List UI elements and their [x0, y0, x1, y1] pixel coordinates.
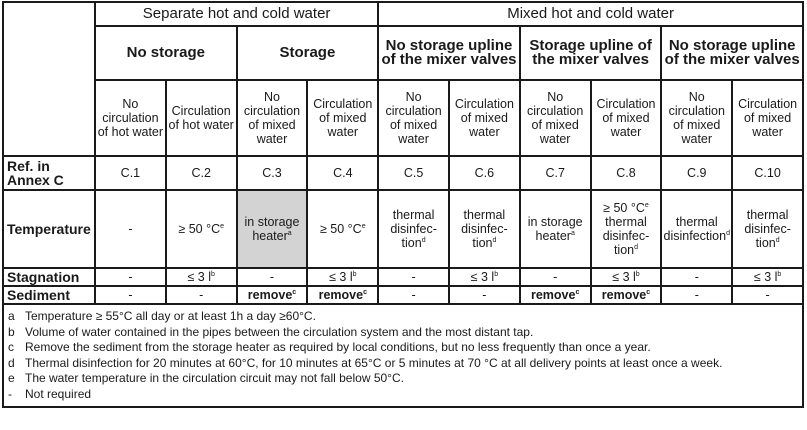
footnote-text: The water temperature in the circulation circuit may not fall below 50°C. — [25, 371, 404, 386]
cell: C.10 — [732, 156, 803, 190]
footnote-ref: e — [220, 223, 225, 230]
cell — [449, 286, 520, 304]
header-mixed: Mixed hot and cold water — [378, 2, 803, 26]
cell: C.2 — [166, 156, 237, 190]
footnote-key: d — [8, 355, 15, 370]
cell-text: - — [482, 288, 487, 302]
cell — [449, 190, 520, 268]
cell — [378, 190, 449, 268]
footnote-key: e — [8, 371, 15, 386]
footnote-text: Remove the sediment from the storage heater as required by local conditions, but no less frequently than once a year. — [25, 340, 651, 355]
cell-text: - — [765, 288, 770, 302]
cell — [520, 268, 591, 286]
cell: C.5 — [378, 156, 449, 190]
footnote-ref: a — [570, 230, 575, 237]
footnote-key: a — [8, 309, 15, 323]
footnote — [8, 387, 798, 403]
requirements-table — [2, 1, 804, 408]
cell-text: - — [553, 270, 558, 284]
cell — [732, 190, 803, 268]
cell: C.8 — [591, 156, 662, 190]
cell — [520, 286, 591, 304]
cell: C.4 — [307, 156, 378, 190]
footnote-ref: e — [361, 223, 366, 230]
table-row-ref — [3, 156, 803, 190]
table-row-stagnation — [3, 268, 803, 286]
footnote — [8, 371, 798, 387]
cell — [237, 286, 308, 304]
cell — [591, 286, 662, 304]
column-header: No circulation of mixed water — [237, 80, 308, 156]
row-label: Stagnation — [3, 268, 95, 286]
footnote-ref: c — [363, 289, 367, 296]
cell — [661, 190, 732, 268]
footnote-text: Volume of water contained in the pipes between the circulation system and the most distant tap. — [25, 324, 534, 339]
footnote-text: Temperature ≥ 55°C all day or at least 1h a day ≥60°C. — [25, 309, 316, 323]
group-header: No storage — [95, 26, 237, 80]
cell-text: - — [411, 288, 416, 302]
footnote-ref: b — [211, 271, 215, 278]
cell — [307, 286, 378, 304]
cell-text: in storage heater — [527, 215, 583, 243]
cell: C.6 — [449, 156, 520, 190]
cell — [378, 286, 449, 304]
group-header: Storage upline of the mixer valves — [520, 26, 662, 80]
footnote-ref: d — [726, 230, 730, 237]
row-label: Temperature — [3, 190, 95, 268]
cell — [661, 286, 732, 304]
cell-text: ≤ 3 l — [187, 270, 212, 284]
cell-text: ≤ 3 l — [470, 270, 495, 284]
column-header: Circulation of mixed water — [307, 80, 378, 156]
footnote-ref: d — [421, 237, 426, 244]
footnote-text: Not required — [25, 386, 92, 401]
cell-text: ≥ 50 °C — [319, 222, 362, 236]
group-header: No storage upline of the mixer valves — [378, 26, 520, 80]
cell — [378, 268, 449, 286]
footnote — [8, 340, 798, 356]
footnote-ref: c — [646, 289, 651, 296]
cell — [732, 286, 803, 304]
header-separate: Separate hot and cold water — [95, 2, 378, 26]
table-row-temperature — [3, 190, 803, 268]
footnote-key: c — [8, 340, 14, 355]
cell-text: ≤ 3 l — [329, 270, 353, 284]
cell-text: remove — [601, 288, 647, 302]
footnotes — [3, 304, 803, 407]
column-header: No circulation of mixed water — [520, 80, 591, 156]
cell: C.7 — [520, 156, 591, 190]
cell: C.3 — [237, 156, 308, 190]
cell — [307, 190, 378, 268]
cell-text: thermal disinfec-tion — [390, 208, 437, 250]
cell-text: - — [411, 270, 416, 284]
cell-text: in storage heater — [244, 215, 300, 243]
cell-text: - — [694, 288, 699, 302]
cell-text: remove — [247, 288, 293, 302]
row-label: Sediment — [3, 286, 95, 304]
cell-text: remove — [318, 288, 364, 302]
cell — [449, 268, 520, 286]
cell — [591, 268, 662, 286]
cell — [237, 268, 308, 286]
footnote — [8, 325, 798, 341]
cell — [166, 190, 237, 268]
footnote-ref: d — [775, 237, 780, 244]
footnote — [8, 356, 798, 372]
footnote-ref: d — [634, 244, 638, 251]
cell-text: thermal disinfec-tion — [461, 208, 508, 250]
column-header: Circulation of hot water — [166, 80, 237, 156]
cell — [95, 268, 166, 286]
column-header: Circulation of mixed water — [732, 80, 803, 156]
cell — [166, 268, 237, 286]
footnote-ref: b — [352, 271, 357, 278]
cell-text: - — [128, 222, 133, 236]
footnote-ref: e — [644, 202, 649, 209]
cell-text: - — [694, 270, 699, 284]
cell — [591, 190, 662, 268]
cell-text: ≥ 50 °C — [178, 222, 221, 236]
corner-cell — [3, 2, 95, 156]
footnote-ref: c — [575, 289, 580, 296]
footnote-key: - — [8, 386, 12, 401]
cell-text: ≤ 3 l — [612, 270, 636, 284]
cell-text: ≥ 50 °C — [603, 201, 645, 215]
cell — [661, 268, 732, 286]
cell: C.9 — [661, 156, 732, 190]
cell: C.1 — [95, 156, 166, 190]
cell — [520, 190, 591, 268]
cell — [237, 190, 308, 268]
cell-text: - — [128, 288, 133, 302]
table-row-sediment — [3, 286, 803, 304]
cell — [95, 190, 166, 268]
cell-text: remove — [530, 288, 576, 302]
footnote — [8, 309, 798, 325]
footnote-ref: c — [292, 289, 297, 296]
row-label: Ref. in Annex C — [3, 156, 95, 190]
footnote-ref: d — [492, 237, 497, 244]
footnote-ref: b — [777, 271, 782, 278]
cell — [732, 268, 803, 286]
cell — [307, 268, 378, 286]
cell-text: thermal disinfec-tion — [744, 208, 791, 250]
cell-text: ≤ 3 l — [753, 270, 778, 284]
footnote-ref: a — [287, 230, 292, 237]
footnote-ref: b — [494, 271, 499, 278]
column-header: Circulation of mixed water — [449, 80, 520, 156]
cell-text: - — [199, 288, 204, 302]
cell — [95, 286, 166, 304]
cell-text: thermal disinfec-tion — [602, 215, 650, 257]
footnote-text: Thermal disinfection for 20 minutes at 60°C, for 10 minutes at 65°C or 5 minutes at 70 °C at all delivery points at least once a week. — [25, 355, 723, 370]
cell-text: - — [269, 270, 275, 284]
column-header: No circulation of hot water — [95, 80, 166, 156]
column-header: No circulation of mixed water — [378, 80, 449, 156]
footnote-ref: b — [635, 271, 640, 278]
column-header: Circulation of mixed water — [591, 80, 662, 156]
cell-text: thermal disinfection — [663, 215, 727, 243]
cell-text: - — [128, 270, 133, 284]
cell — [166, 286, 237, 304]
group-header: No storage upline of the mixer valves — [661, 26, 803, 80]
column-header: No circulation of mixed water — [661, 80, 732, 156]
group-header: Storage — [237, 26, 379, 80]
footnote-key: b — [8, 324, 15, 339]
